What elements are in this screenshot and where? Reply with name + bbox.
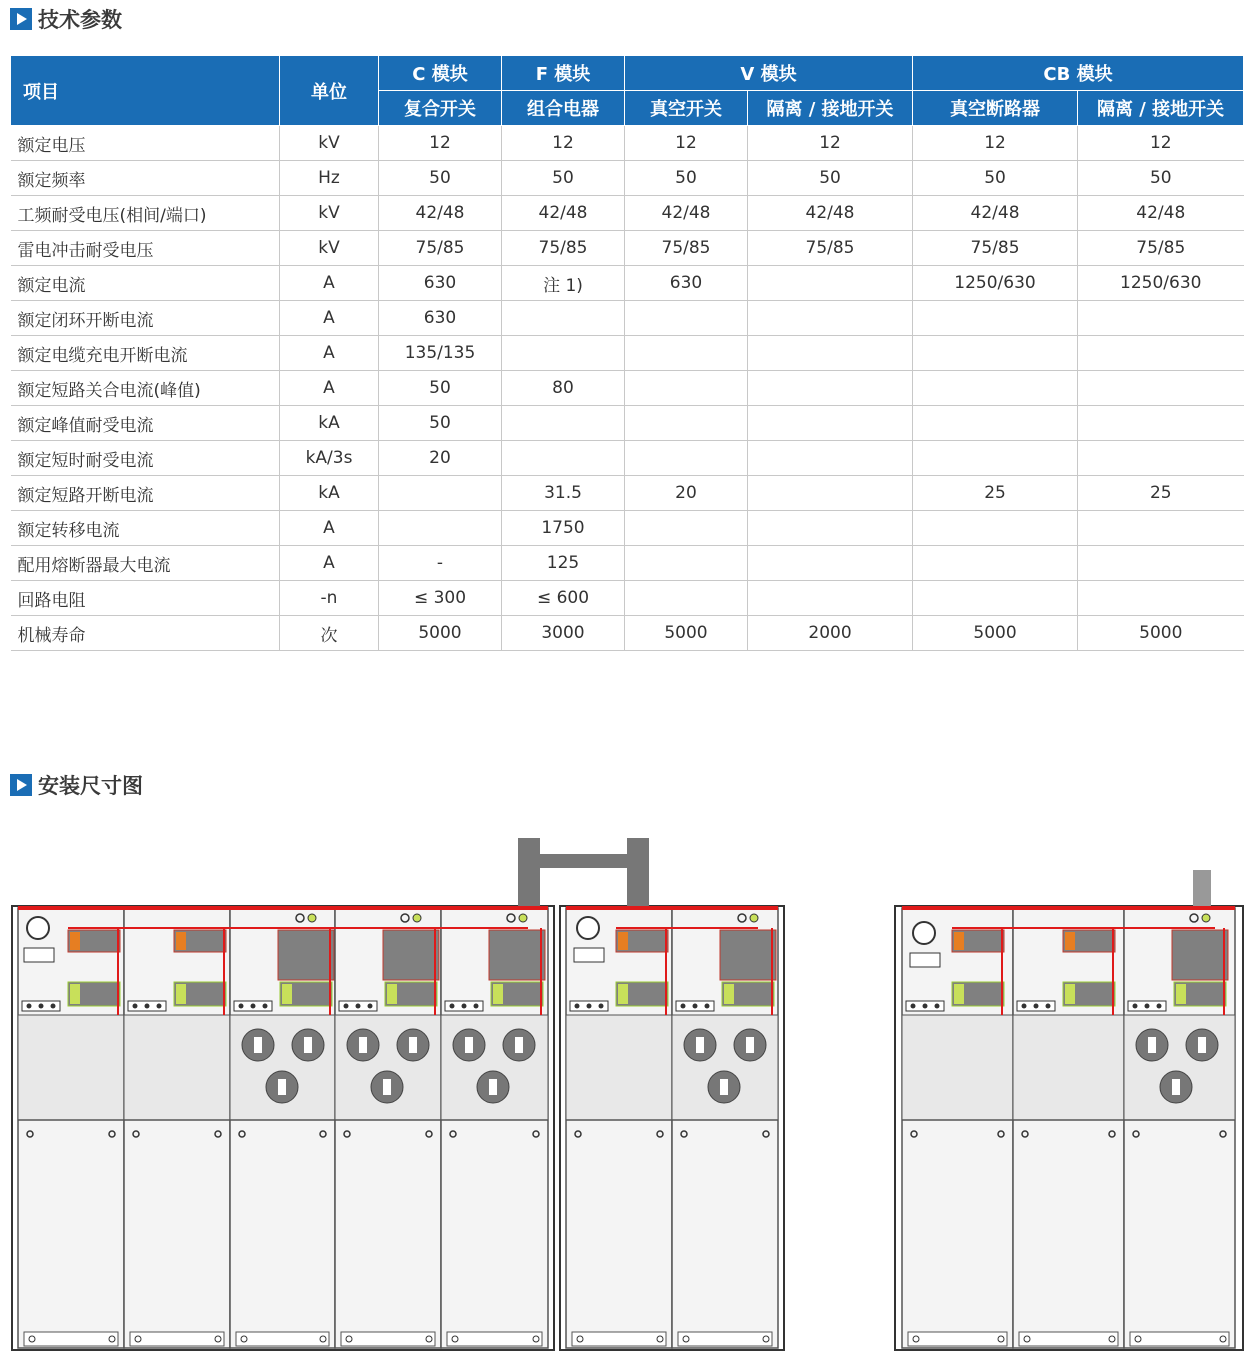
header-sub: 组合电器 <box>502 91 625 126</box>
earth-label <box>387 984 397 1004</box>
cell-cb2 <box>1078 511 1244 546</box>
indicator-dot <box>145 1004 150 1009</box>
cell-v2 <box>748 301 913 336</box>
indicator-dot <box>575 1004 580 1009</box>
panel-base <box>1019 1332 1118 1346</box>
cell-cb2: 75/85 <box>1078 231 1244 266</box>
cell-cb2: 1250/630 <box>1078 266 1244 301</box>
indicator-dot <box>27 1004 32 1009</box>
cell-unit: kV <box>280 231 379 266</box>
cell-unit: A <box>280 301 379 336</box>
table-row <box>11 336 1244 371</box>
cell-cb1: 1250/630 <box>913 266 1078 301</box>
cell-unit: kA <box>280 476 379 511</box>
cell-cb1 <box>913 336 1078 371</box>
cell-v2 <box>748 406 913 441</box>
header-sub: 真空断路器 <box>913 91 1078 126</box>
cell-cb1 <box>913 406 1078 441</box>
cell-cb1: 75/85 <box>913 231 1078 266</box>
table-row <box>11 476 1244 511</box>
cell-unit: 次 <box>280 616 379 651</box>
panel-body <box>902 908 1013 1348</box>
panel-middle <box>672 1015 778 1120</box>
cell-v2: 75/85 <box>748 231 913 266</box>
earth-label <box>954 984 964 1004</box>
cell-cb2 <box>1078 371 1244 406</box>
cell-name: 额定电流 <box>11 266 280 301</box>
cell-v2 <box>748 266 913 301</box>
lamp-icon <box>519 914 527 922</box>
section-title-label: 安装尺寸图 <box>38 774 143 798</box>
earth-label <box>1176 984 1186 1004</box>
spec-table-body <box>11 126 1244 651</box>
header-unit: 单位 <box>280 56 379 126</box>
fuse-slot <box>489 1079 497 1095</box>
cell-cb1: 25 <box>913 476 1078 511</box>
earth-label <box>70 984 80 1004</box>
cell-unit: kV <box>280 196 379 231</box>
indicator-dot <box>681 1004 686 1009</box>
header-group-v: V 模块 <box>625 56 913 91</box>
spec-table <box>10 55 1244 651</box>
panel-base <box>1130 1332 1229 1346</box>
panel-base <box>130 1332 224 1346</box>
cell-cb2 <box>1078 581 1244 616</box>
panel-base <box>236 1332 329 1346</box>
cell-name: 额定短路开断电流 <box>11 476 280 511</box>
header-group-c: C 模块 <box>379 56 502 91</box>
cell-c: 42/48 <box>379 196 502 231</box>
panel-base <box>24 1332 118 1346</box>
panel-body <box>18 908 124 1348</box>
indicator-dot <box>587 1004 592 1009</box>
cell-c: 12 <box>379 126 502 161</box>
header-group-cb: CB 模块 <box>913 56 1244 91</box>
fuse-slot <box>696 1037 704 1053</box>
cell-v1: 42/48 <box>625 196 748 231</box>
table-row <box>11 231 1244 266</box>
header-group-f: F 模块 <box>502 56 625 91</box>
pressure-gauge-icon <box>913 922 935 944</box>
switch-label <box>618 932 628 950</box>
cell-cb2: 25 <box>1078 476 1244 511</box>
bus-riser <box>627 838 649 908</box>
switchgear-drawing <box>0 820 1248 1352</box>
header-item: 项目 <box>11 56 280 126</box>
cell-name: 雷电冲击耐受电压 <box>11 231 280 266</box>
cell-f: 42/48 <box>502 196 625 231</box>
fuse-slot <box>278 1079 286 1095</box>
header-sub: 复合开关 <box>379 91 502 126</box>
cell-unit: kA/3s <box>280 441 379 476</box>
cell-f: 31.5 <box>502 476 625 511</box>
cell-v1 <box>625 511 748 546</box>
panel-middle <box>902 1015 1013 1120</box>
pressure-gauge-icon <box>577 917 599 939</box>
fuse-box <box>1172 930 1228 980</box>
cell-name: 机械寿命 <box>11 616 280 651</box>
cell-cb1 <box>913 441 1078 476</box>
cell-c: 135/135 <box>379 336 502 371</box>
indicator-dot <box>693 1004 698 1009</box>
panel-base <box>572 1332 666 1346</box>
table-row <box>11 161 1244 196</box>
section-title-label: 技术参数 <box>38 8 122 32</box>
cell-cb1 <box>913 371 1078 406</box>
cell-f: 75/85 <box>502 231 625 266</box>
cell-unit: Hz <box>280 161 379 196</box>
fuse-box <box>278 930 334 980</box>
cell-c: 630 <box>379 266 502 301</box>
cell-v1: 5000 <box>625 616 748 651</box>
fuse-slot <box>1148 1037 1156 1053</box>
cell-v1: 50 <box>625 161 748 196</box>
cell-f: ≤ 600 <box>502 581 625 616</box>
counter-display <box>910 953 940 967</box>
indicator-dot <box>251 1004 256 1009</box>
indicator-dot <box>1145 1004 1150 1009</box>
cell-c: 50 <box>379 371 502 406</box>
cell-v2 <box>748 511 913 546</box>
cell-v2 <box>748 546 913 581</box>
cell-v1: 12 <box>625 126 748 161</box>
cell-f: 1750 <box>502 511 625 546</box>
section-title-tech-params <box>10 4 122 34</box>
lamp-icon <box>1202 914 1210 922</box>
cell-v2: 50 <box>748 161 913 196</box>
switch-label <box>1065 932 1075 950</box>
cell-c <box>379 511 502 546</box>
cell-cb1 <box>913 301 1078 336</box>
fuse-slot <box>304 1037 312 1053</box>
cell-cb2 <box>1078 546 1244 581</box>
cell-cb1 <box>913 511 1078 546</box>
indicator-dot <box>133 1004 138 1009</box>
table-row <box>11 266 1244 301</box>
cell-cb2 <box>1078 441 1244 476</box>
cell-cb1: 50 <box>913 161 1078 196</box>
cell-v1 <box>625 581 748 616</box>
cell-unit: kV <box>280 126 379 161</box>
cell-cb2 <box>1078 301 1244 336</box>
cell-v1 <box>625 406 748 441</box>
table-row <box>11 581 1244 616</box>
earth-label <box>493 984 503 1004</box>
cell-v2 <box>748 371 913 406</box>
indicator-dot <box>462 1004 467 1009</box>
cell-cb1 <box>913 546 1078 581</box>
lamp-icon <box>413 914 421 922</box>
cell-name: 回路电阻 <box>11 581 280 616</box>
cell-f <box>502 406 625 441</box>
indicator-dot <box>344 1004 349 1009</box>
table-row <box>11 371 1244 406</box>
cell-cb2 <box>1078 336 1244 371</box>
cell-v1: 630 <box>625 266 748 301</box>
cell-unit: A <box>280 546 379 581</box>
panel-middle <box>18 1015 124 1120</box>
play-arrow-icon <box>10 8 32 30</box>
panel-body <box>124 908 230 1348</box>
cell-v1: 75/85 <box>625 231 748 266</box>
cell-cb2: 5000 <box>1078 616 1244 651</box>
cell-f <box>502 301 625 336</box>
counter-display <box>574 948 604 962</box>
cell-c: 5000 <box>379 616 502 651</box>
indicator-dot <box>263 1004 268 1009</box>
cell-v2: 2000 <box>748 616 913 651</box>
fuse-slot <box>383 1079 391 1095</box>
indicator-dot <box>157 1004 162 1009</box>
cell-cb2: 50 <box>1078 161 1244 196</box>
cell-name: 额定频率 <box>11 161 280 196</box>
panel-middle <box>230 1015 335 1120</box>
cell-v1 <box>625 441 748 476</box>
indicator-dot <box>356 1004 361 1009</box>
indicator-dot <box>1034 1004 1039 1009</box>
fuse-slot <box>409 1037 417 1053</box>
cell-c: 75/85 <box>379 231 502 266</box>
cell-c: 630 <box>379 301 502 336</box>
fuse-slot <box>1172 1079 1180 1095</box>
cell-unit: -n <box>280 581 379 616</box>
fuse-slot <box>254 1037 262 1053</box>
header-sub: 真空开关 <box>625 91 748 126</box>
earth-label <box>176 984 186 1004</box>
earth-label <box>618 984 628 1004</box>
indicator-dot <box>39 1004 44 1009</box>
cell-v1: 20 <box>625 476 748 511</box>
table-row <box>11 126 1244 161</box>
fuse-slot <box>359 1037 367 1053</box>
panel-base <box>908 1332 1007 1346</box>
cell-cb1: 12 <box>913 126 1078 161</box>
cell-v2: 12 <box>748 126 913 161</box>
cell-f: 3000 <box>502 616 625 651</box>
fuse-slot <box>746 1037 754 1053</box>
cell-unit: kA <box>280 406 379 441</box>
panel-middle <box>1124 1015 1235 1120</box>
cell-name: 配用熔断器最大电流 <box>11 546 280 581</box>
indicator-dot <box>474 1004 479 1009</box>
panel-base <box>447 1332 542 1346</box>
table-row <box>11 196 1244 231</box>
cell-cb1: 42/48 <box>913 196 1078 231</box>
table-row <box>11 441 1244 476</box>
indicator-dot <box>1046 1004 1051 1009</box>
indicator-dot <box>935 1004 940 1009</box>
cell-v2 <box>748 441 913 476</box>
cell-f: 注 1) <box>502 266 625 301</box>
cell-v1 <box>625 371 748 406</box>
cell-f: 80 <box>502 371 625 406</box>
cell-c: 20 <box>379 441 502 476</box>
cell-cb2 <box>1078 406 1244 441</box>
cell-name: 额定转移电流 <box>11 511 280 546</box>
cell-c: ≤ 300 <box>379 581 502 616</box>
counter-display <box>24 948 54 962</box>
bus-coupler <box>540 854 627 868</box>
indicator-dot <box>51 1004 56 1009</box>
table-row <box>11 546 1244 581</box>
cell-v2 <box>748 581 913 616</box>
fuse-slot <box>1198 1037 1206 1053</box>
fuse-box <box>489 930 545 980</box>
cell-cb1 <box>913 581 1078 616</box>
cell-unit: A <box>280 511 379 546</box>
fuse-slot <box>465 1037 473 1053</box>
switch-label <box>176 932 186 950</box>
indicator-dot <box>599 1004 604 1009</box>
section-title-install-dims <box>10 770 143 800</box>
indicator-dot <box>911 1004 916 1009</box>
cell-v1 <box>625 546 748 581</box>
cell-cb1: 5000 <box>913 616 1078 651</box>
cell-name: 额定短路关合电流(峰值) <box>11 371 280 406</box>
indicator-dot <box>705 1004 710 1009</box>
cell-f: 12 <box>502 126 625 161</box>
cell-c: 50 <box>379 161 502 196</box>
fuse-slot <box>720 1079 728 1095</box>
indicator-dot <box>239 1004 244 1009</box>
cell-unit: A <box>280 371 379 406</box>
panel-base <box>678 1332 772 1346</box>
cell-f <box>502 336 625 371</box>
cell-cb2: 42/48 <box>1078 196 1244 231</box>
panel-middle <box>441 1015 548 1120</box>
cell-v1 <box>625 336 748 371</box>
indicator-dot <box>1157 1004 1162 1009</box>
cell-name: 额定峰值耐受电流 <box>11 406 280 441</box>
header-sub: 隔离 / 接地开关 <box>748 91 913 126</box>
panel-body <box>1013 908 1124 1348</box>
cell-v1 <box>625 301 748 336</box>
indicator-dot <box>1022 1004 1027 1009</box>
cell-f: 50 <box>502 161 625 196</box>
cell-name: 额定闭环开断电流 <box>11 301 280 336</box>
cell-name: 额定电缆充电开断电流 <box>11 336 280 371</box>
table-row <box>11 616 1244 651</box>
cell-c: - <box>379 546 502 581</box>
panel-middle <box>1013 1015 1124 1120</box>
fuse-box <box>383 930 439 980</box>
bus-riser <box>518 838 540 908</box>
switch-label <box>954 932 964 950</box>
cell-f <box>502 441 625 476</box>
bus-end-cap <box>1193 870 1211 908</box>
indicator-dot <box>450 1004 455 1009</box>
cell-name: 额定短时耐受电流 <box>11 441 280 476</box>
fuse-box <box>720 930 776 980</box>
panel-middle <box>566 1015 672 1120</box>
cell-v2: 42/48 <box>748 196 913 231</box>
indicator-dot <box>1133 1004 1138 1009</box>
cell-cb2: 12 <box>1078 126 1244 161</box>
panel-middle <box>335 1015 441 1120</box>
switch-label <box>70 932 80 950</box>
table-row <box>11 406 1244 441</box>
cell-unit: A <box>280 266 379 301</box>
indicator-dot <box>923 1004 928 1009</box>
table-row <box>11 511 1244 546</box>
play-arrow-icon <box>10 774 32 796</box>
panel-base <box>341 1332 435 1346</box>
indicator-dot <box>368 1004 373 1009</box>
panel-body <box>566 908 672 1348</box>
table-row <box>11 301 1244 336</box>
cell-name: 工频耐受电压(相间/端口) <box>11 196 280 231</box>
pressure-gauge-icon <box>27 917 49 939</box>
earth-label <box>724 984 734 1004</box>
cell-name: 额定电压 <box>11 126 280 161</box>
cell-v2 <box>748 336 913 371</box>
lamp-icon <box>750 914 758 922</box>
header-sub: 隔离 / 接地开关 <box>1078 91 1244 126</box>
lamp-icon <box>308 914 316 922</box>
panel-middle <box>124 1015 230 1120</box>
earth-label <box>1065 984 1075 1004</box>
earth-label <box>282 984 292 1004</box>
cell-c: 50 <box>379 406 502 441</box>
fuse-slot <box>515 1037 523 1053</box>
cell-c <box>379 476 502 511</box>
cell-v2 <box>748 476 913 511</box>
cell-f: 125 <box>502 546 625 581</box>
cell-unit: A <box>280 336 379 371</box>
